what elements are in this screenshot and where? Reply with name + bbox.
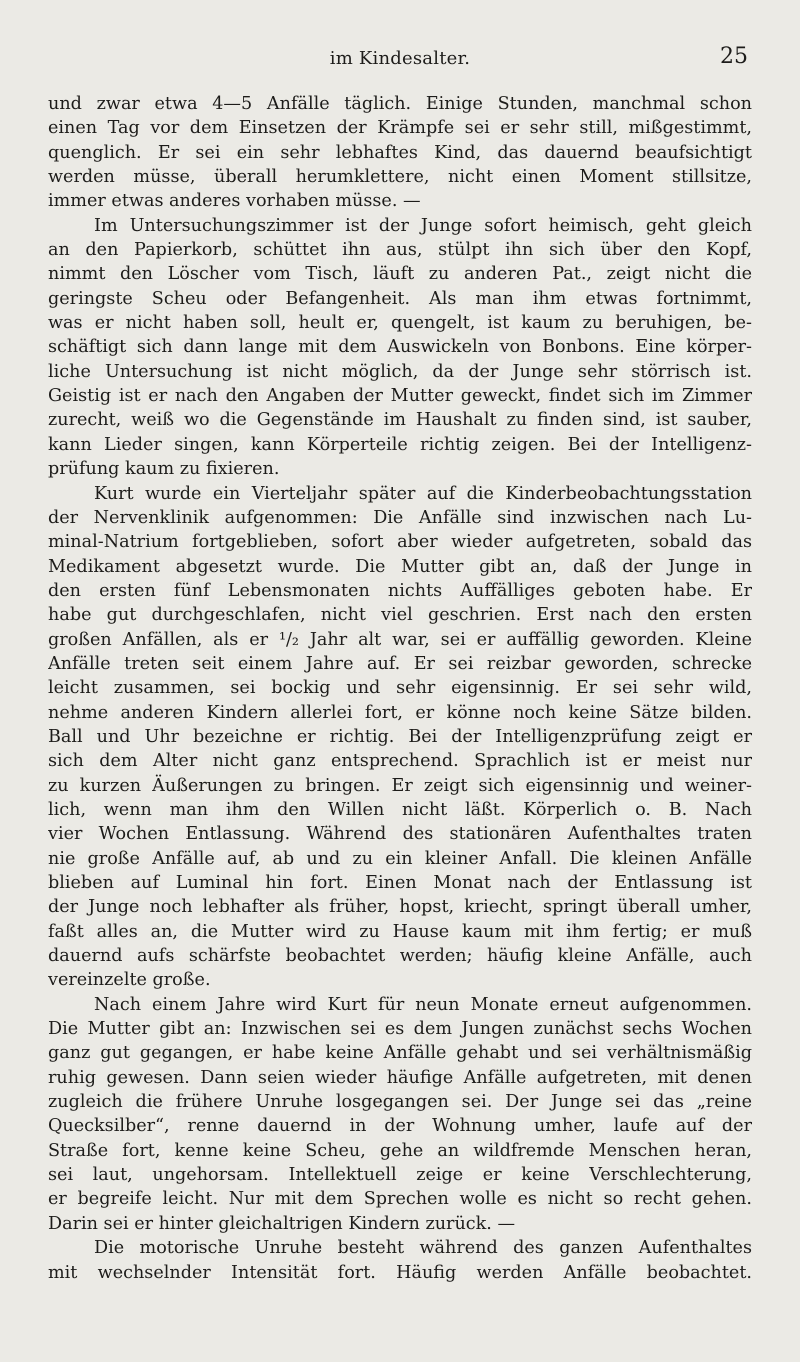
text-line: was er nicht haben soll, heult er, quengelt, ist kaum zu beruhigen, be- <box>48 313 752 334</box>
text-line: Straße fort, kenne keine Scheu, gehe an wildfremde Menschen heran, <box>48 1140 752 1161</box>
text-line: ruhig gewesen. Dann seien wieder häufige Anfälle aufgetreten, mit denen <box>48 1067 752 1088</box>
text-line: leicht zusammen, sei bockig und sehr eigensinnig. Er sei sehr wild, <box>48 678 752 699</box>
text-line: dauernd aufs schärfste beobachtet werden; häufig kleine Anfälle, auch <box>48 946 752 967</box>
text-line: zugleich die frühere Unruhe losgegangen sei. Der Junge sei das „reine <box>48 1092 752 1113</box>
text-line: großen Anfällen, als er ¹/₂ Jahr alt war, sei er auffällig geworden. Kleine <box>48 629 752 650</box>
text-line: lich, wenn man ihm den Willen nicht läßt. Körperlich o. B. Nach <box>48 799 752 820</box>
text-line: kann Lieder singen, kann Körperteile richtig zeigen. Bei der Intelligenz- <box>48 434 752 455</box>
text-line: sich dem Alter nicht ganz entsprechend. Sprachlich ist er meist nur <box>48 751 752 772</box>
page-header <box>48 44 752 78</box>
text-line: vier Wochen Entlassung. Während des stationären Aufenthaltes traten <box>48 824 752 845</box>
text-line: nie große Anfälle auf, ab und zu ein kleiner Anfall. Die kleinen Anfälle <box>48 848 752 869</box>
body-text <box>48 92 752 1285</box>
text-line: Anfälle treten seit einem Jahre auf. Er sei reizbar geworden, schrecke <box>48 653 752 674</box>
running-head: im Kindesalter. <box>329 48 471 69</box>
text-line: mit wechselnder Intensität fort. Häufig werden Anfälle beobachtet. <box>48 1262 752 1283</box>
text-line: nimmt den Löscher vom Tisch, läuft zu anderen Pat., zeigt nicht die <box>48 264 752 285</box>
text-line: Geistig ist er nach den Angaben der Mutter geweckt, findet sich im Zimmer <box>48 386 752 407</box>
text-line: der Junge noch lebhafter als früher, hopst, kriecht, springt überall umher, <box>48 897 752 918</box>
text-line: Kurt wurde ein Vierteljahr später auf die Kinderbeobachtungsstation <box>94 483 752 504</box>
text-line: den ersten fünf Lebensmonaten nichts Auffälliges geboten habe. Er <box>48 580 752 601</box>
text-line: prüfung kaum zu fixieren. <box>48 459 280 480</box>
text-line: werden müsse, überall herumklettere, nicht einen Moment stillsitze, <box>48 167 752 188</box>
text-line: blieben auf Luminal hin fort. Einen Monat nach der Entlassung ist <box>48 873 752 893</box>
text-line: Die Mutter gibt an: Inzwischen sei es dem Jungen zunächst sechs Wochen <box>48 1019 752 1040</box>
text-line: immer etwas anderes vorhaben müsse. — <box>48 191 421 212</box>
text-line: Die motorische Unruhe besteht während des ganzen Aufenthaltes <box>94 1238 752 1259</box>
text-line: Quecksilber“, renne dauernd in der Wohnung umher, laufe auf der <box>48 1116 752 1137</box>
text-line: sei laut, ungehorsam. Intellektuell zeige er keine Verschlechterung, <box>48 1165 752 1186</box>
page-number: 25 <box>720 44 748 69</box>
text-line: nehme anderen Kindern allerlei fort, er könne noch keine Sätze bilden. <box>48 702 752 723</box>
text-line: Darin sei er hinter gleichaltrigen Kindern zurück. — <box>48 1213 516 1234</box>
text-line: faßt alles an, die Mutter wird zu Hause kaum mit ihm fertig; er muß <box>48 921 752 942</box>
text-line: und zwar etwa 4—5 Anfälle täglich. Einige Stunden, manchmal schon <box>48 94 752 114</box>
text-line: einen Tag vor dem Einsetzen der Krämpfe sei er sehr still, mißgestimmt, <box>48 118 752 139</box>
text-line: Im Untersuchungszimmer ist der Junge sofort heimisch, geht gleich <box>94 215 752 236</box>
text-line: liche Untersuchung ist nicht möglich, da der Junge sehr störrisch ist. <box>48 361 752 382</box>
text-line: zurecht, weiß wo die Gegenstände im Haushalt zu finden sind, ist sauber, <box>48 410 752 431</box>
text-line: habe gut durchgeschlafen, nicht viel geschrien. Erst nach den ersten <box>48 605 752 626</box>
text-line: Nach einem Jahre wird Kurt für neun Monate erneut aufgenommen. <box>94 994 752 1015</box>
text-line: Medikament abgesetzt wurde. Die Mutter gibt an, daß der Junge in <box>48 556 752 577</box>
text-line: minal-Natrium fortgeblieben, sofort aber wieder aufgetreten, sobald das <box>48 532 752 553</box>
text-line: geringste Scheu oder Befangenheit. Als man ihm etwas fortnimmt, <box>48 288 752 309</box>
text-line: vereinzelte große. <box>48 970 211 991</box>
text-line: Ball und Uhr bezeichne er richtig. Bei der Intelligenzprüfung zeigt er <box>48 726 752 747</box>
text-line: zu kurzen Äußerungen zu bringen. Er zeigt sich eigensinnig und weiner- <box>48 775 752 796</box>
text-line: an den Papierkorb, schüttet ihn aus, stülpt ihn sich über den Kopf, <box>48 240 752 261</box>
text-line: er begreife leicht. Nur mit dem Sprechen wolle es nicht so recht gehen. <box>48 1189 752 1210</box>
text-line: ganz gut gegangen, er habe keine Anfälle gehabt und sei verhältnismäßig <box>48 1043 752 1064</box>
text-line: schäftigt sich dann lange mit dem Auswickeln von Bonbons. Eine körper- <box>48 337 752 358</box>
text-line: quenglich. Er sei ein sehr lebhaftes Kind, das dauernd beaufsichtigt <box>48 142 752 163</box>
text-line: der Nervenklinik aufgenommen: Die Anfälle sind inzwischen nach Lu- <box>48 507 752 528</box>
